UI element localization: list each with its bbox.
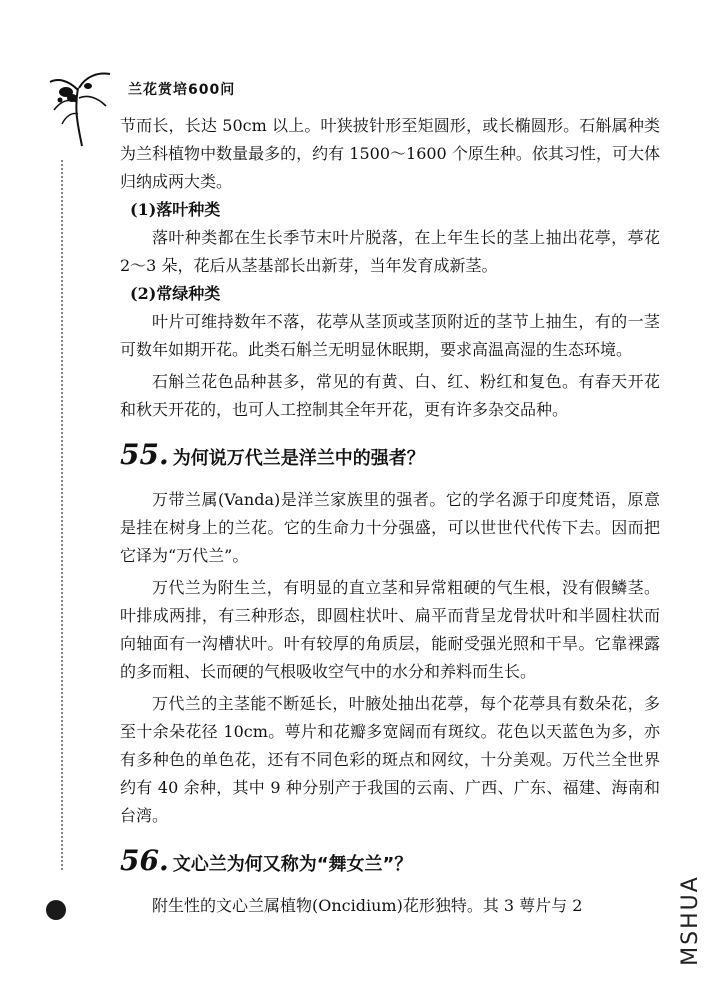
paragraph: 万代兰为附生兰，有明显的直立茎和异常粗硬的气生根，没有假鳞茎。叶排成两排，有三种形态，即圆柱状叶、扁平而背呈龙骨状叶和半圆柱状而向轴面有一沟槽状叶。叶有较厚的角质层，能耐受强光照和干旱。它靠裸露的多而粗、长而硬的气根吸收空气中的水分和养料而生长。 (120, 578, 660, 681)
watermark (676, 846, 704, 994)
watermark-text: MSHUA (677, 874, 703, 966)
page-content (120, 112, 660, 920)
page-marker-dot (46, 900, 66, 920)
section-number: 56. (120, 844, 169, 877)
paragraph: 叶片可维持数年不落，花葶从茎顶或茎顶附近的茎节上抽生，有的一茎可数年如期开花。此类石斛兰无明显休眠期，要求高温高湿的生态环境。 (120, 312, 660, 359)
section-title: 为何说万代兰是洋兰中的强者？ (172, 448, 425, 469)
orchid-icon (48, 68, 112, 148)
paragraph: 节而长，长达 50cm 以上。叶狭披针形至矩圆形，或长椭圆形。石斛属种类为兰科植物中数量最多的，约有 1500～1600 个原生种。依其习性，可大体归纳成两大类。 (120, 116, 660, 191)
section-title: 文心兰为何又称为“舞女兰”？ (172, 854, 413, 875)
paragraph: 石斛兰花色品种甚多，常见的有黄、白、红、粉红和复色。有春天开花和秋天开花的，也可人工控制其全年开花，更有许多杂交品种。 (120, 372, 660, 419)
paragraph: 落叶种类都在生长季节末叶片脱落，在上年生长的茎上抽出花葶，葶花 2～3 朵，花后从茎基部长出新芽，当年发育成新茎。 (120, 228, 660, 275)
paragraph: 万带兰属(Vanda)是洋兰家族里的强者。它的学名源于印度梵语，原意是挂在树身上的兰花。它的生命力十分强盛，可以世世代代传下去。因而把它译为“万代兰”。 (120, 490, 660, 565)
dotted-margin-rule (61, 160, 63, 870)
section-number: 55. (120, 438, 169, 471)
subheading: (2)常绿种类 (130, 284, 221, 303)
section-heading-55 (120, 440, 660, 474)
section-heading-56 (120, 846, 660, 880)
running-title: 兰花赏培600问 (128, 82, 236, 98)
paragraph: 附生性的文心兰属植物(Oncidium)花形独特。其 3 萼片与 2 (152, 896, 583, 915)
subheading: (1)落叶种类 (130, 200, 221, 219)
paragraph: 万代兰的主茎能不断延长，叶腋处抽出花葶，每个花葶具有数朵花，多至十余朵花径 10cm。萼片和花瓣多宽阔而有斑纹。花色以天蓝色为多，亦有多种色的单色花，还有不同色彩的斑点和网纹，十分美观。万代兰全世界约有 40 余种，其中 9 种分别产于我国的云南、广西、广东、福建、海南和台湾。 (120, 694, 660, 825)
